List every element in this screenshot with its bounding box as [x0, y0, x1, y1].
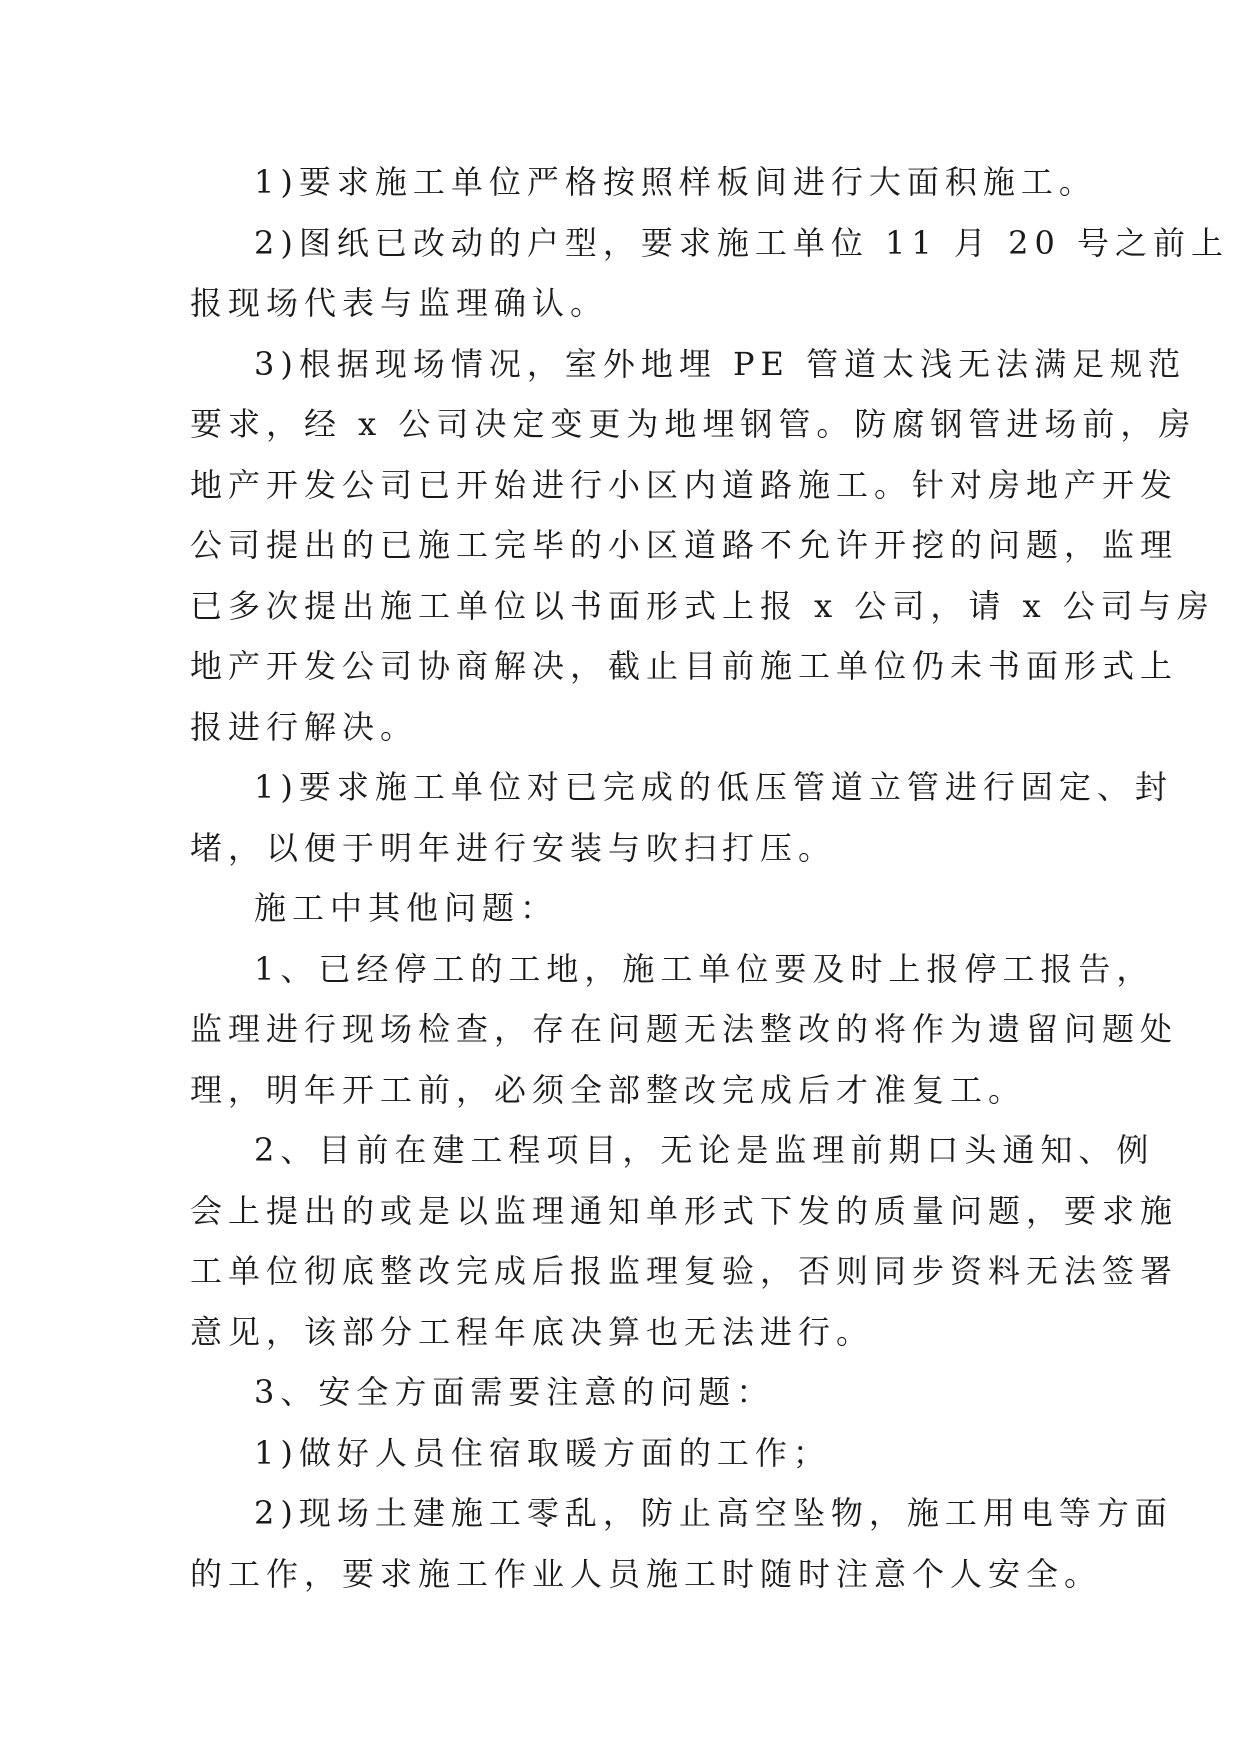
- text-line: 1)要求施工单位严格按照样板间进行大面积施工。: [254, 163, 1097, 201]
- paragraph: [190, 213, 1229, 334]
- paragraph: [190, 1423, 1052, 1484]
- paragraph: [190, 939, 1179, 1121]
- text-line: 地产开发公司已开始进行小区内道路施工。针对房地产开发: [190, 465, 1179, 504]
- text-line: 施工中其他问题：: [254, 889, 559, 927]
- text-line: 1)要求施工单位对已完成的低压管道立管进行固定、封: [254, 768, 1173, 806]
- text-line: 1)做好人员住宿取暖方面的工作；: [254, 1433, 831, 1472]
- document-body: [190, 152, 1229, 1604]
- paragraph: [190, 1120, 1179, 1362]
- text-line: 监理进行现场检查，存在问题无法整改的将作为遗留问题处: [190, 1010, 1179, 1048]
- paragraph: [190, 757, 1173, 878]
- paragraph: [190, 152, 1097, 213]
- text-line: 要求，经 x 公司决定变更为地埋钢管。防腐钢管进场前，房: [190, 405, 1197, 443]
- text-line: 2)现场土建施工零乱，防止高空坠物，施工用电等方面: [254, 1494, 1173, 1532]
- text-line: 1、已经停工的工地，施工单位要及时上报停工报告，: [254, 949, 1155, 988]
- text-line: 公司提出的已施工完毕的小区道路不允许开挖的问题，监理: [190, 526, 1179, 564]
- paragraph: [190, 878, 1052, 939]
- text-line: 2、目前在建工程项目，无论是监理前期口头通知、例: [254, 1131, 1155, 1169]
- text-line: 3)根据现场情况，室外地埋 PE 管道太浅无法满足规范: [254, 344, 1187, 383]
- text-line: 报进行解决。: [190, 707, 419, 746]
- paragraph: [190, 334, 1215, 758]
- paragraph: [190, 1483, 1173, 1604]
- text-line: 会上提出的或是以监理通知单形式下发的质量问题，要求施: [190, 1191, 1179, 1230]
- text-line: 报现场代表与监理确认。: [190, 284, 609, 322]
- text-line: 理，明年开工前，必须全部整改完成后才准复工。: [190, 1070, 1027, 1109]
- text-line: 工单位彻底整改完成后报监理复验，否则同步资料无法签署: [190, 1252, 1179, 1290]
- text-line: 3、安全方面需要注意的问题：: [254, 1373, 775, 1411]
- text-line: 意见，该部分工程年底决算也无法进行。: [190, 1312, 875, 1351]
- text-line: 2)图纸已改动的户型，要求施工单位 11 月 20 号之前上: [254, 223, 1229, 262]
- text-line: 已多次提出施工单位以书面形式上报 x 公司，请 x 公司与房: [190, 586, 1215, 625]
- text-line: 地产开发公司协商解决，截止目前施工单位仍未书面形式上: [190, 647, 1179, 685]
- text-line: 的工作，要求施工作业人员施工时随时注意个人安全。: [190, 1554, 1103, 1593]
- paragraph: [190, 1362, 1052, 1423]
- text-line: 堵，以便于明年进行安装与吹扫打压。: [190, 828, 837, 867]
